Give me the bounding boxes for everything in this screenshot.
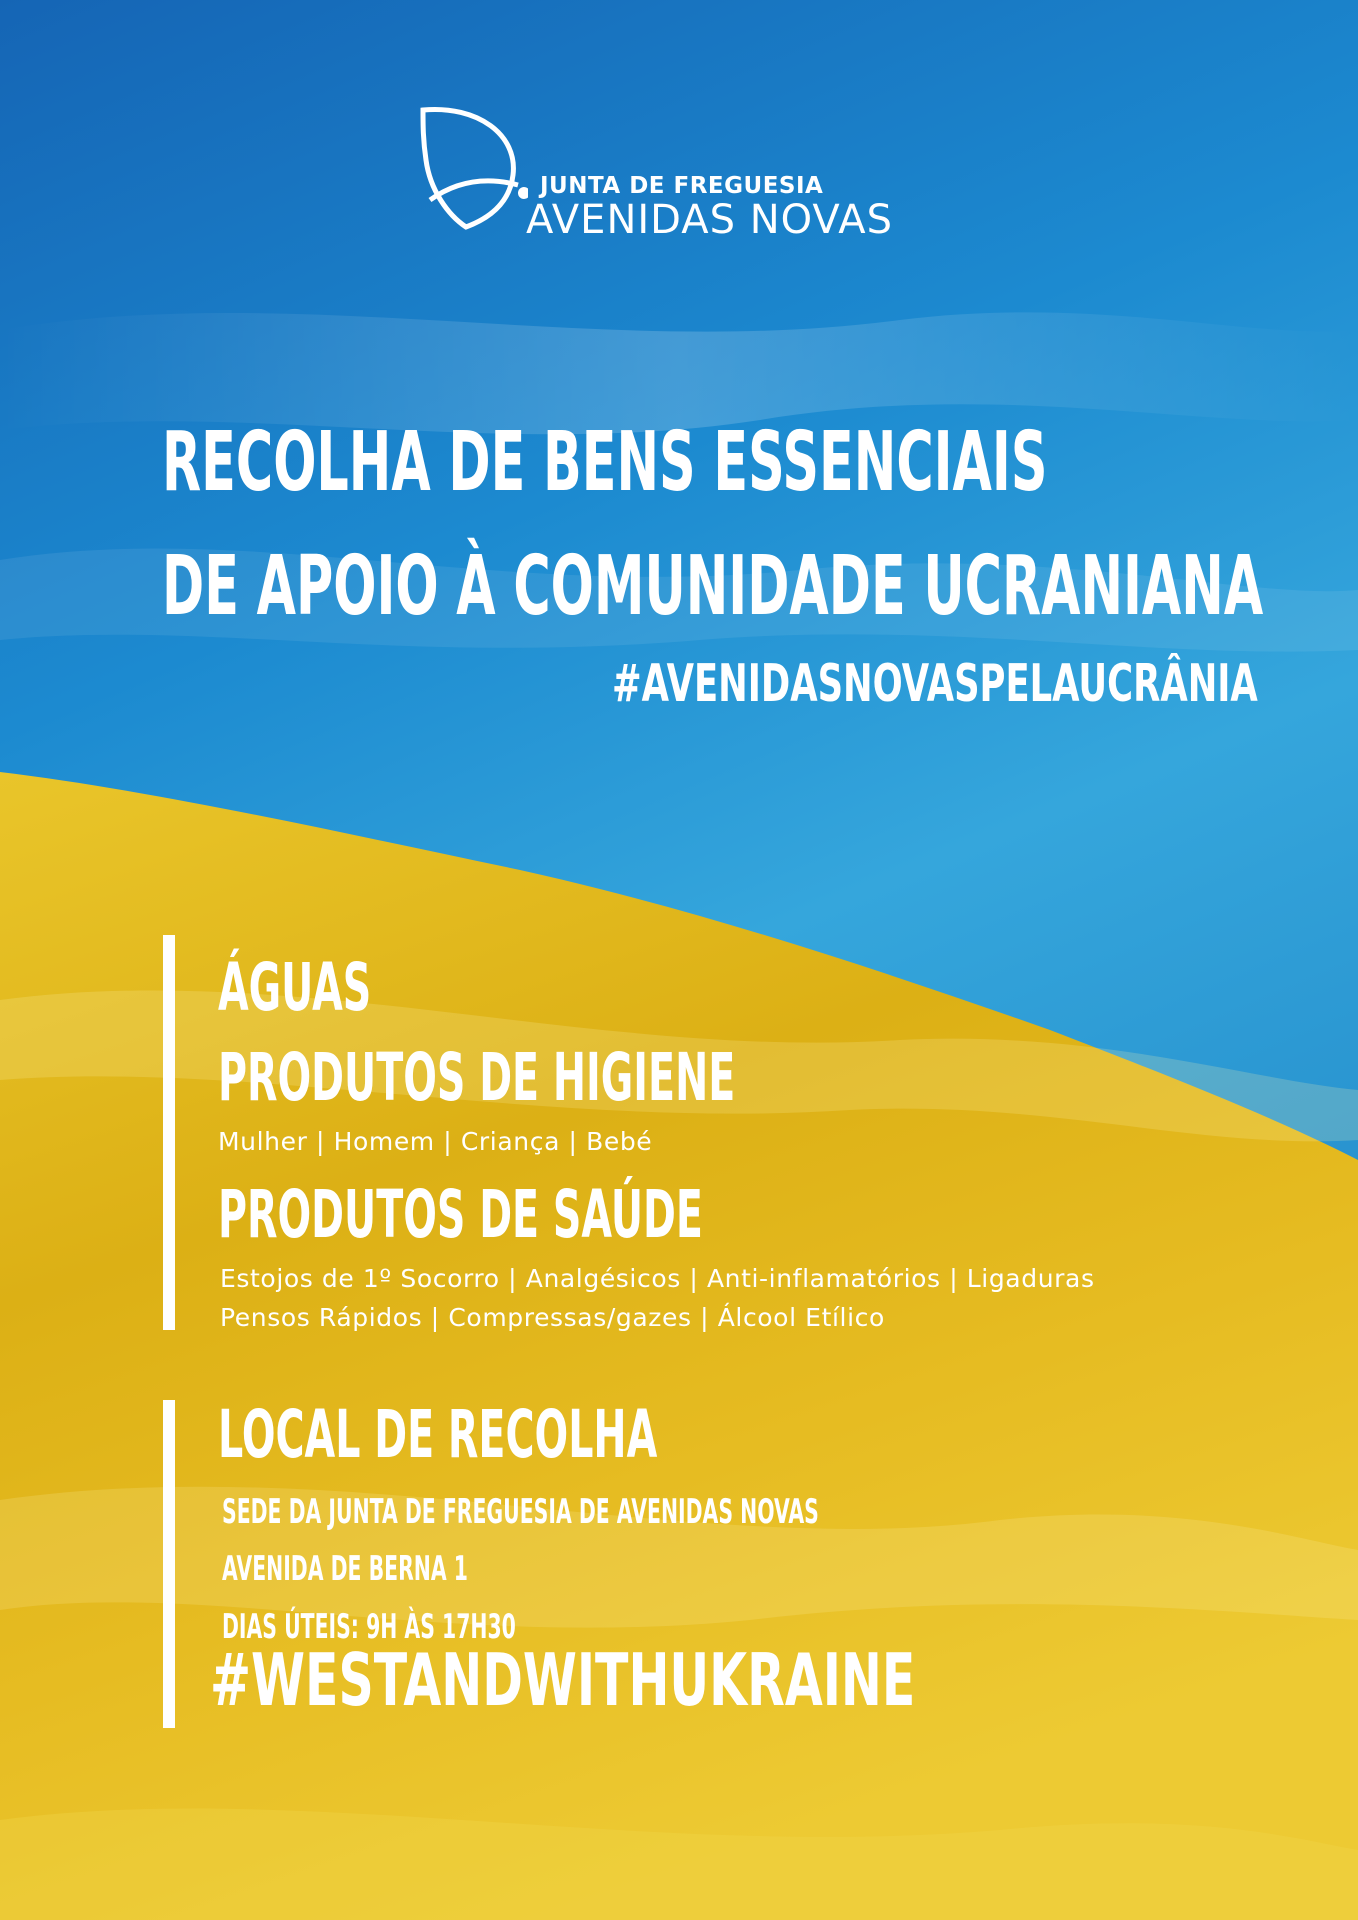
logo-line-2: AVENIDAS NOVAS xyxy=(526,197,893,243)
location-place: SEDE DA JUNTA DE FREGUESIA DE AVENIDAS NOVAS xyxy=(222,1492,819,1532)
location-divider-bar xyxy=(163,1400,175,1728)
headline-line-2: DE APOIO À COMUNIDADE UCRANIANA xyxy=(162,539,1264,634)
logo xyxy=(418,105,938,245)
location-hours: DIAS ÚTEIS: 9H ÀS 17H30 xyxy=(222,1607,516,1647)
item-title-aguas: ÁGUAS xyxy=(218,949,372,1026)
item-detail-higiene: Mulher | Homem | Criança | Bebé xyxy=(218,1127,653,1156)
item-detail-saude-1: Estojos de 1º Socorro | Analgésicos | Anti-inflamatórios | Ligaduras xyxy=(220,1264,1095,1293)
item-detail-saude-2: Pensos Rápidos | Compressas/gazes | Álcool Etílico xyxy=(220,1303,885,1332)
item-title-higiene: PRODUTOS DE HIGIENE xyxy=(218,1039,736,1116)
item-title-saude: PRODUTOS DE SAÚDE xyxy=(218,1176,703,1253)
logo-line-1: JUNTA DE FREGUESIA xyxy=(540,173,824,199)
location-address: AVENIDA DE BERNA 1 xyxy=(222,1549,468,1589)
footer-hashtag: #WESTANDWITHUKRAINE xyxy=(210,1638,916,1722)
headline-hashtag: #AVENIDASNOVASPELAUCRÂNIA xyxy=(612,654,1258,714)
headline-line-1: RECOLHA DE BENS ESSENCIAIS xyxy=(162,415,1048,510)
location-title: LOCAL DE RECOLHA xyxy=(218,1396,658,1473)
leaf-logo-icon xyxy=(418,105,528,235)
items-divider-bar xyxy=(163,935,175,1330)
